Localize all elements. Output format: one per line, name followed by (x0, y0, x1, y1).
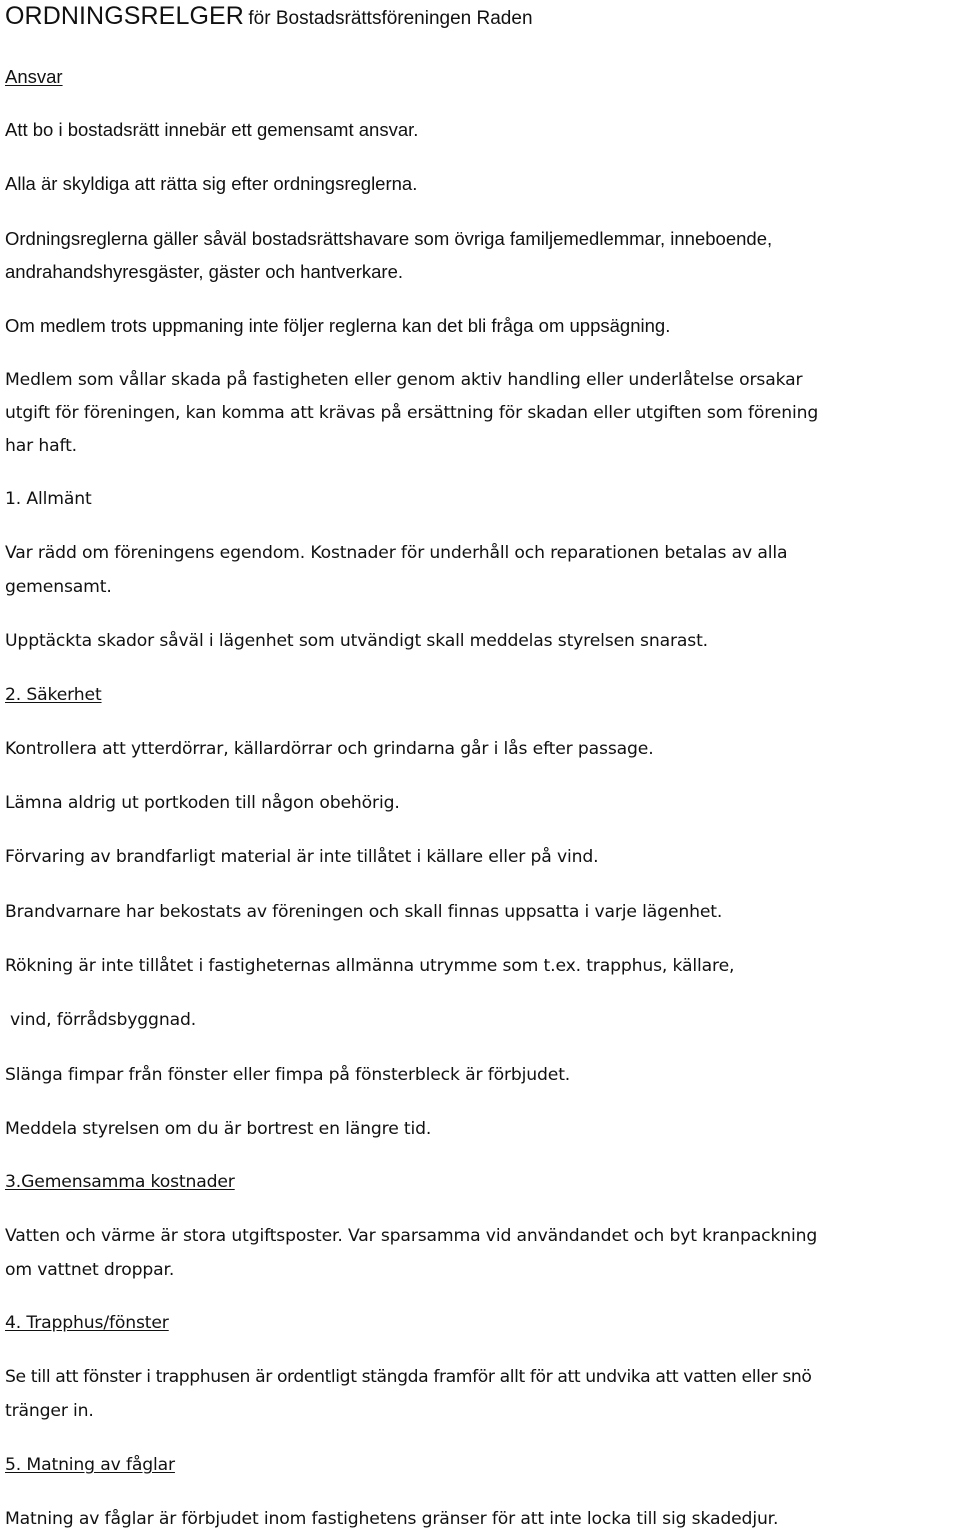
paragraph: Rökning är inte tillåtet i fastigheternas allmänna utrymme som t.ex. trapphus, källare, (5, 956, 735, 976)
paragraph: Var rädd om föreningens egendom. Kostnader för underhåll och reparationen betalas av alla (5, 543, 788, 563)
paragraph: vind, förrådsbyggnad. (10, 1010, 197, 1030)
section-heading-ansvar: Ansvar (5, 66, 63, 87)
document-title (5, 2, 533, 31)
section-heading-gemensamma-kostnader: 3.Gemensamma kostnader (5, 1172, 235, 1192)
section-heading-sakerhet: 2. Säkerhet (5, 685, 102, 705)
paragraph: Upptäckta skador såväl i lägenhet som utvändigt skall meddelas styrelsen snarast. (5, 631, 708, 651)
paragraph: utgift för föreningen, kan komma att krävas på ersättning för skadan eller utgiften som förening (5, 403, 819, 423)
paragraph: Se till att fönster i trapphusen är ordentligt stängda framför allt för att undvika att vatten eller snö (5, 1367, 812, 1387)
paragraph: Kontrollera att ytterdörrar, källardörrar och grindarna går i lås efter passage. (5, 739, 654, 759)
paragraph: Medlem som vållar skada på fastigheten eller genom aktiv handling eller underlåtelse orsakar (5, 370, 803, 390)
paragraph: tränger in. (5, 1401, 94, 1421)
title-main: ORDNINGSRELGER (5, 2, 244, 30)
paragraph: Alla är skyldiga att rätta sig efter ordningsreglerna. (5, 173, 418, 194)
paragraph: andrahandshyresgäster, gäster och hantverkare. (5, 261, 403, 282)
paragraph: Matning av fåglar är förbjudet inom fastighetens gränser för att inte locka till sig skadedjur. (5, 1509, 779, 1529)
paragraph: Att bo i bostadsrätt innebär ett gemensamt ansvar. (5, 119, 419, 140)
section-heading-allmant: 1. Allmänt (5, 489, 92, 509)
section-heading-trapphus: 4. Trapphus/fönster (5, 1313, 169, 1333)
title-sub: för Bostadsrättsföreningen Raden (248, 8, 533, 29)
section-heading-matning: 5. Matning av fåglar (5, 1455, 175, 1475)
paragraph: Vatten och värme är stora utgiftsposter. Var sparsamma vid användandet och byt kranpackning (5, 1226, 818, 1246)
paragraph: Brandvarnare har bekostats av föreningen och skall finnas uppsatta i varje lägenhet. (5, 902, 723, 922)
paragraph: Lämna aldrig ut portkoden till någon obehörig. (5, 793, 400, 813)
paragraph: Meddela styrelsen om du är bortrest en längre tid. (5, 1119, 432, 1139)
paragraph: Ordningsreglerna gäller såväl bostadsrättshavare som övriga familjemedlemmar, inneboende, (5, 228, 773, 249)
paragraph: Slänga fimpar från fönster eller fimpa på fönsterbleck är förbjudet. (5, 1065, 571, 1085)
paragraph: har haft. (5, 436, 77, 456)
paragraph: gemensamt. (5, 577, 112, 597)
paragraph: Om medlem trots uppmaning inte följer reglerna kan det bli fråga om uppsägning. (5, 315, 671, 336)
paragraph: Förvaring av brandfarligt material är inte tillåtet i källare eller på vind. (5, 847, 599, 867)
paragraph: om vattnet droppar. (5, 1260, 175, 1280)
